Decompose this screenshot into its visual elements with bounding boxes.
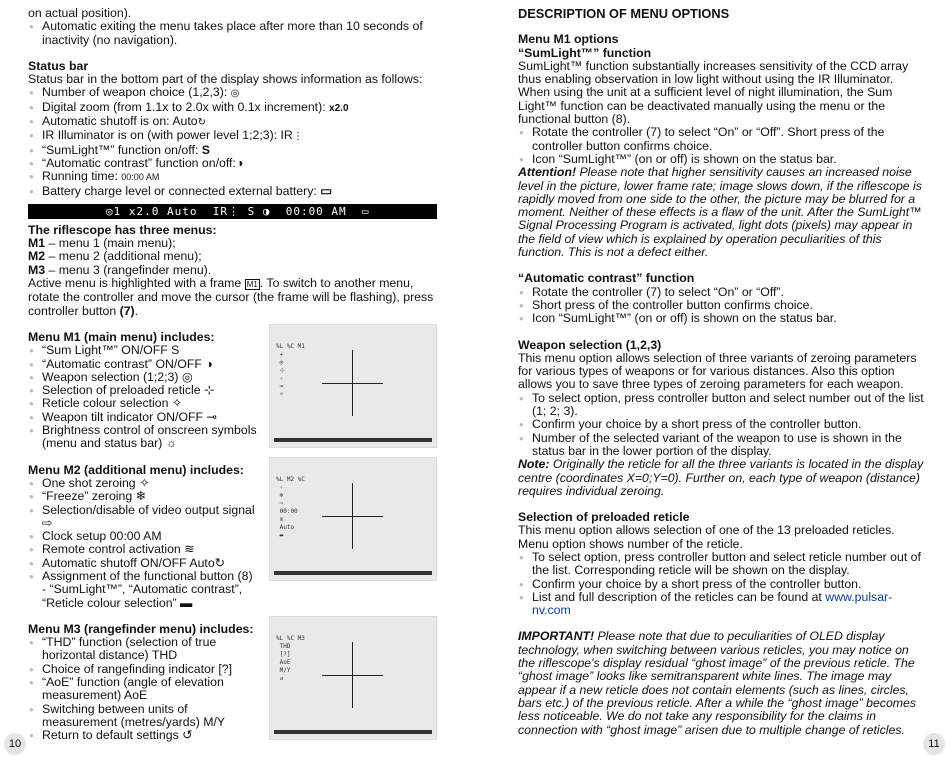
weapon-icon: ◎ [230, 88, 240, 100]
contrast-title: “Automatic contrast” function [518, 271, 695, 286]
list-item: ● Digital zoom (from 1.1x to 2.0x with 0.1x increment): x2.0 [28, 101, 437, 115]
m2-screen-image [269, 457, 437, 581]
menu-m2-line: M2 – menu 2 (additional menu); [28, 249, 202, 264]
list-item: ● Return to default settings ↺ [28, 729, 260, 742]
m3-menu-section [28, 623, 437, 743]
list-item: ● Number of weapon choice (1,2,3): ◎ [28, 86, 437, 100]
list-item: ● List and full description of the reticles can be found at www.pulsar-nv.com [518, 591, 928, 618]
menu-m1-line: M1 – menu 1 (main menu); [28, 236, 176, 251]
menus-title: The riflescope has three menus: [28, 222, 217, 237]
sumlight-body: SumLight™ function substantially increases sensitivity of the CCD array thus enabling observation in low light without using the IR Illuminator. When using the unit at a sufficient level of night illumination, the Sum Light™ function can be deactivated manually using the menu or the functional button (8). [518, 58, 909, 127]
pulsar-link[interactable]: www.pulsar-nv.com [532, 589, 893, 618]
list-item: ● “Automatic contrast” ON/OFF ◑ [28, 358, 260, 371]
list-item: ● Brightness control of onscreen symbols (menu and status bar) ☼ [28, 424, 260, 451]
m2-menu-title: Menu M2 (additional menu) includes: [28, 462, 244, 477]
m1-screen-menu: %L %C M1 ✦ ◎ ⊹ ✧ ⊸ ☼ [276, 342, 305, 398]
page-number-left: 10 [4, 733, 26, 755]
active-menu-text: Active menu is highlighted with a frame M1 . To switch to another menu, rotate the controller and move the cursor (the frame will be flashing), press controller button (7). [28, 276, 434, 318]
list-item: ● Icon “SumLight™” (on or off) is shown on the status bar. [518, 312, 928, 325]
m3-screen-menu: %L %C M3 THD [?] AoE M/Y ↺ [276, 634, 305, 682]
battery-icon: ▭ [320, 183, 332, 198]
list-item: ● Confirm your choice by a short press of the controller button. [518, 418, 928, 431]
m1-screen-image [269, 324, 437, 448]
list-item: ● Switching between units of measurement (metres/yards) M/Y [28, 703, 260, 730]
list-item: ● Assignment of the functional button (8) - “SumLight™”, “Automatic contrast”, “Reticle colour selection” ▬ [28, 570, 260, 610]
list-item: ● Running time: 00:00 AM [28, 170, 437, 184]
list-item: ● To select option, press controller button and select number out of the list (1; 2; 3). [518, 392, 928, 419]
clock-icon: 00:00 AM [121, 172, 160, 183]
status-bar-sample: ◎1 x2.0 Auto IR⋮ S ◑ 00:00 AM ▭ [28, 204, 437, 219]
list-item: ● Icon “SumLight™” (on or off) is shown on the status bar. [518, 153, 928, 166]
m1-menu-section [28, 331, 437, 451]
sumlight-icon: S [201, 142, 210, 157]
ir-level-icon: ⋮ [292, 131, 303, 143]
list-item: ● Reticle colour selection ✧ [28, 397, 260, 410]
left-page [28, 7, 437, 743]
attention-note: Attention! Please note that higher sensitivity causes an increased noise level in the picture, lower frame rate; image slows down, if the riflescope is rapidly moved from one side to the other, the picture may be blurred for a moment. Neither of these effects is a flaw of the unit. After the SumLight™ Signal Processing Program is activated, light dots (pixels) may appear in the field of view which is explained by operation peculiarities of this function. This is not a defect either. [518, 165, 922, 260]
list-item: ● Rotate the controller (7) to select “On” or “Off”. Short press of the controller button confirms choice. [518, 126, 928, 153]
zoom-icon: x2.0 [329, 102, 349, 114]
m1-options-title: Menu M1 options [518, 32, 619, 47]
list-item: ● Selection of preloaded reticle ⊹ [28, 384, 260, 397]
m3-menu-title: Menu M3 (rangefinder menu) includes: [28, 621, 254, 636]
menu-m3-line: M3 – menu 3 (rangefinder menu). [28, 262, 212, 277]
m1-menu-title: Menu M1 (main menu) includes: [28, 329, 215, 344]
list-item: ● Rotate the controller (7) to select “On” or “Off”. [518, 286, 928, 299]
list-item: ● “AoE” function (angle of elevation measurement) AoE [28, 676, 260, 703]
page-number-right: 11 [923, 733, 945, 755]
list-item: ● Selection/disable of video output signal ⇨ [28, 504, 260, 531]
m2-menu-section [28, 464, 437, 610]
contrast-icon: ◑ [235, 155, 244, 170]
m3-screen-image [269, 616, 437, 740]
status-bar-list [28, 86, 437, 197]
list-item: ● “Automatic contrast” function on/off:◑ [28, 157, 437, 170]
list-item: ● “THD” function (selection of true horizontal distance) THD [28, 636, 260, 663]
status-bar-title: Status bar [28, 58, 89, 73]
important-note: IMPORTANT! Please note that due to peculiarities of OLED display technology, when switching between various reticles, you may notice on the riflescope's display residual “ghost image” of the previous reticle. The “ghost image” looks like semitransparent white lines. The image may appear if a new reticle does not contain elements (such as lines, circles, bars etc.) of the previous reticle. After a while the “ghost image” becomes less noticeable. We do not take any responsibility for the claims in connection with “ghost image” arisen due to multiple change of reticles. [518, 629, 917, 737]
list-item: ● Choice of rangefinding indicator [?] [28, 663, 260, 676]
list-item: ● “Freeze” zeroing ❄ [28, 490, 260, 503]
reticle-body: This menu option allows selection of one of the 13 preloaded reticles. Menu option shows number of the reticle. [518, 523, 895, 551]
list-item: ● To select option, press controller button and select reticle number out of the list. Corresponding reticle will be shown on the display. [518, 551, 928, 578]
reticle-title: Selection of preloaded reticle [518, 510, 690, 525]
weapon-title: Weapon selection (1,2,3) [518, 337, 662, 352]
weapon-body: This menu option allows selection of three variants of zeroing parameters for various types of weapons or for various distances. Also this option allows you to save three types of zeroing parameters for each weapon. [518, 350, 917, 392]
list-item: ● One shot zeroing ✧ [28, 477, 260, 490]
list-item: ● Remote control activation ≋ [28, 543, 260, 556]
list-item: ● Weapon selection (1;2;3) ◎ [28, 371, 260, 384]
list-item: ● Number of the selected variant of the weapon to use is shown in the status bar in the lower portion of the display. [518, 432, 928, 459]
list-item: ● Confirm your choice by a short press of the controller button. [518, 578, 928, 591]
list-item: ● Automatic shutoff is on: Auto↻ [28, 115, 437, 129]
list-item: ● Battery charge level or connected external battery: ▭ [28, 185, 437, 198]
list-item: ● Weapon tilt indicator ON/OFF ⊸ [28, 411, 260, 424]
auto-shutoff-icon: ↻ [197, 117, 207, 129]
intro-line: on actual position). [28, 6, 132, 20]
list-item: ● IR Illuminator is on (with power level 1;2;3): IR⋮ [28, 129, 437, 143]
right-page [518, 7, 928, 737]
m2-screen-menu: %L M2 %C ✧ ❄ ⇨ 00:00 ≋ Auto ▬ [276, 475, 305, 539]
frame-icon: M1 [246, 280, 258, 290]
page-title: DESCRIPTION OF MENU OPTIONS [518, 6, 730, 21]
auto-exit-item: ● Automatic exiting the menu takes place after more than 10 seconds of inactivity (no navigation). [28, 20, 437, 47]
list-item: ● “Sum Light™” ON/OFF S [28, 344, 260, 357]
status-bar-intro: Status bar in the bottom part of the display shows information as follows: [28, 72, 423, 87]
sumlight-title: “SumLight™” function [518, 45, 652, 60]
list-item: ● Clock setup 00:00 AM [28, 530, 260, 543]
list-item: ● “SumLight™” function on/off: S [28, 144, 437, 157]
list-item: ● Short press of the controller button confirms choice. [518, 299, 928, 312]
list-item: ● Automatic shutoff ON/OFF Auto↻ [28, 557, 260, 570]
weapon-note: Note: Originally the reticle for all the three variants is located in the display centre (coordinates X=0;Y=0). Further on, each type of weapon (distance) requires individual zeroing. [518, 457, 924, 498]
